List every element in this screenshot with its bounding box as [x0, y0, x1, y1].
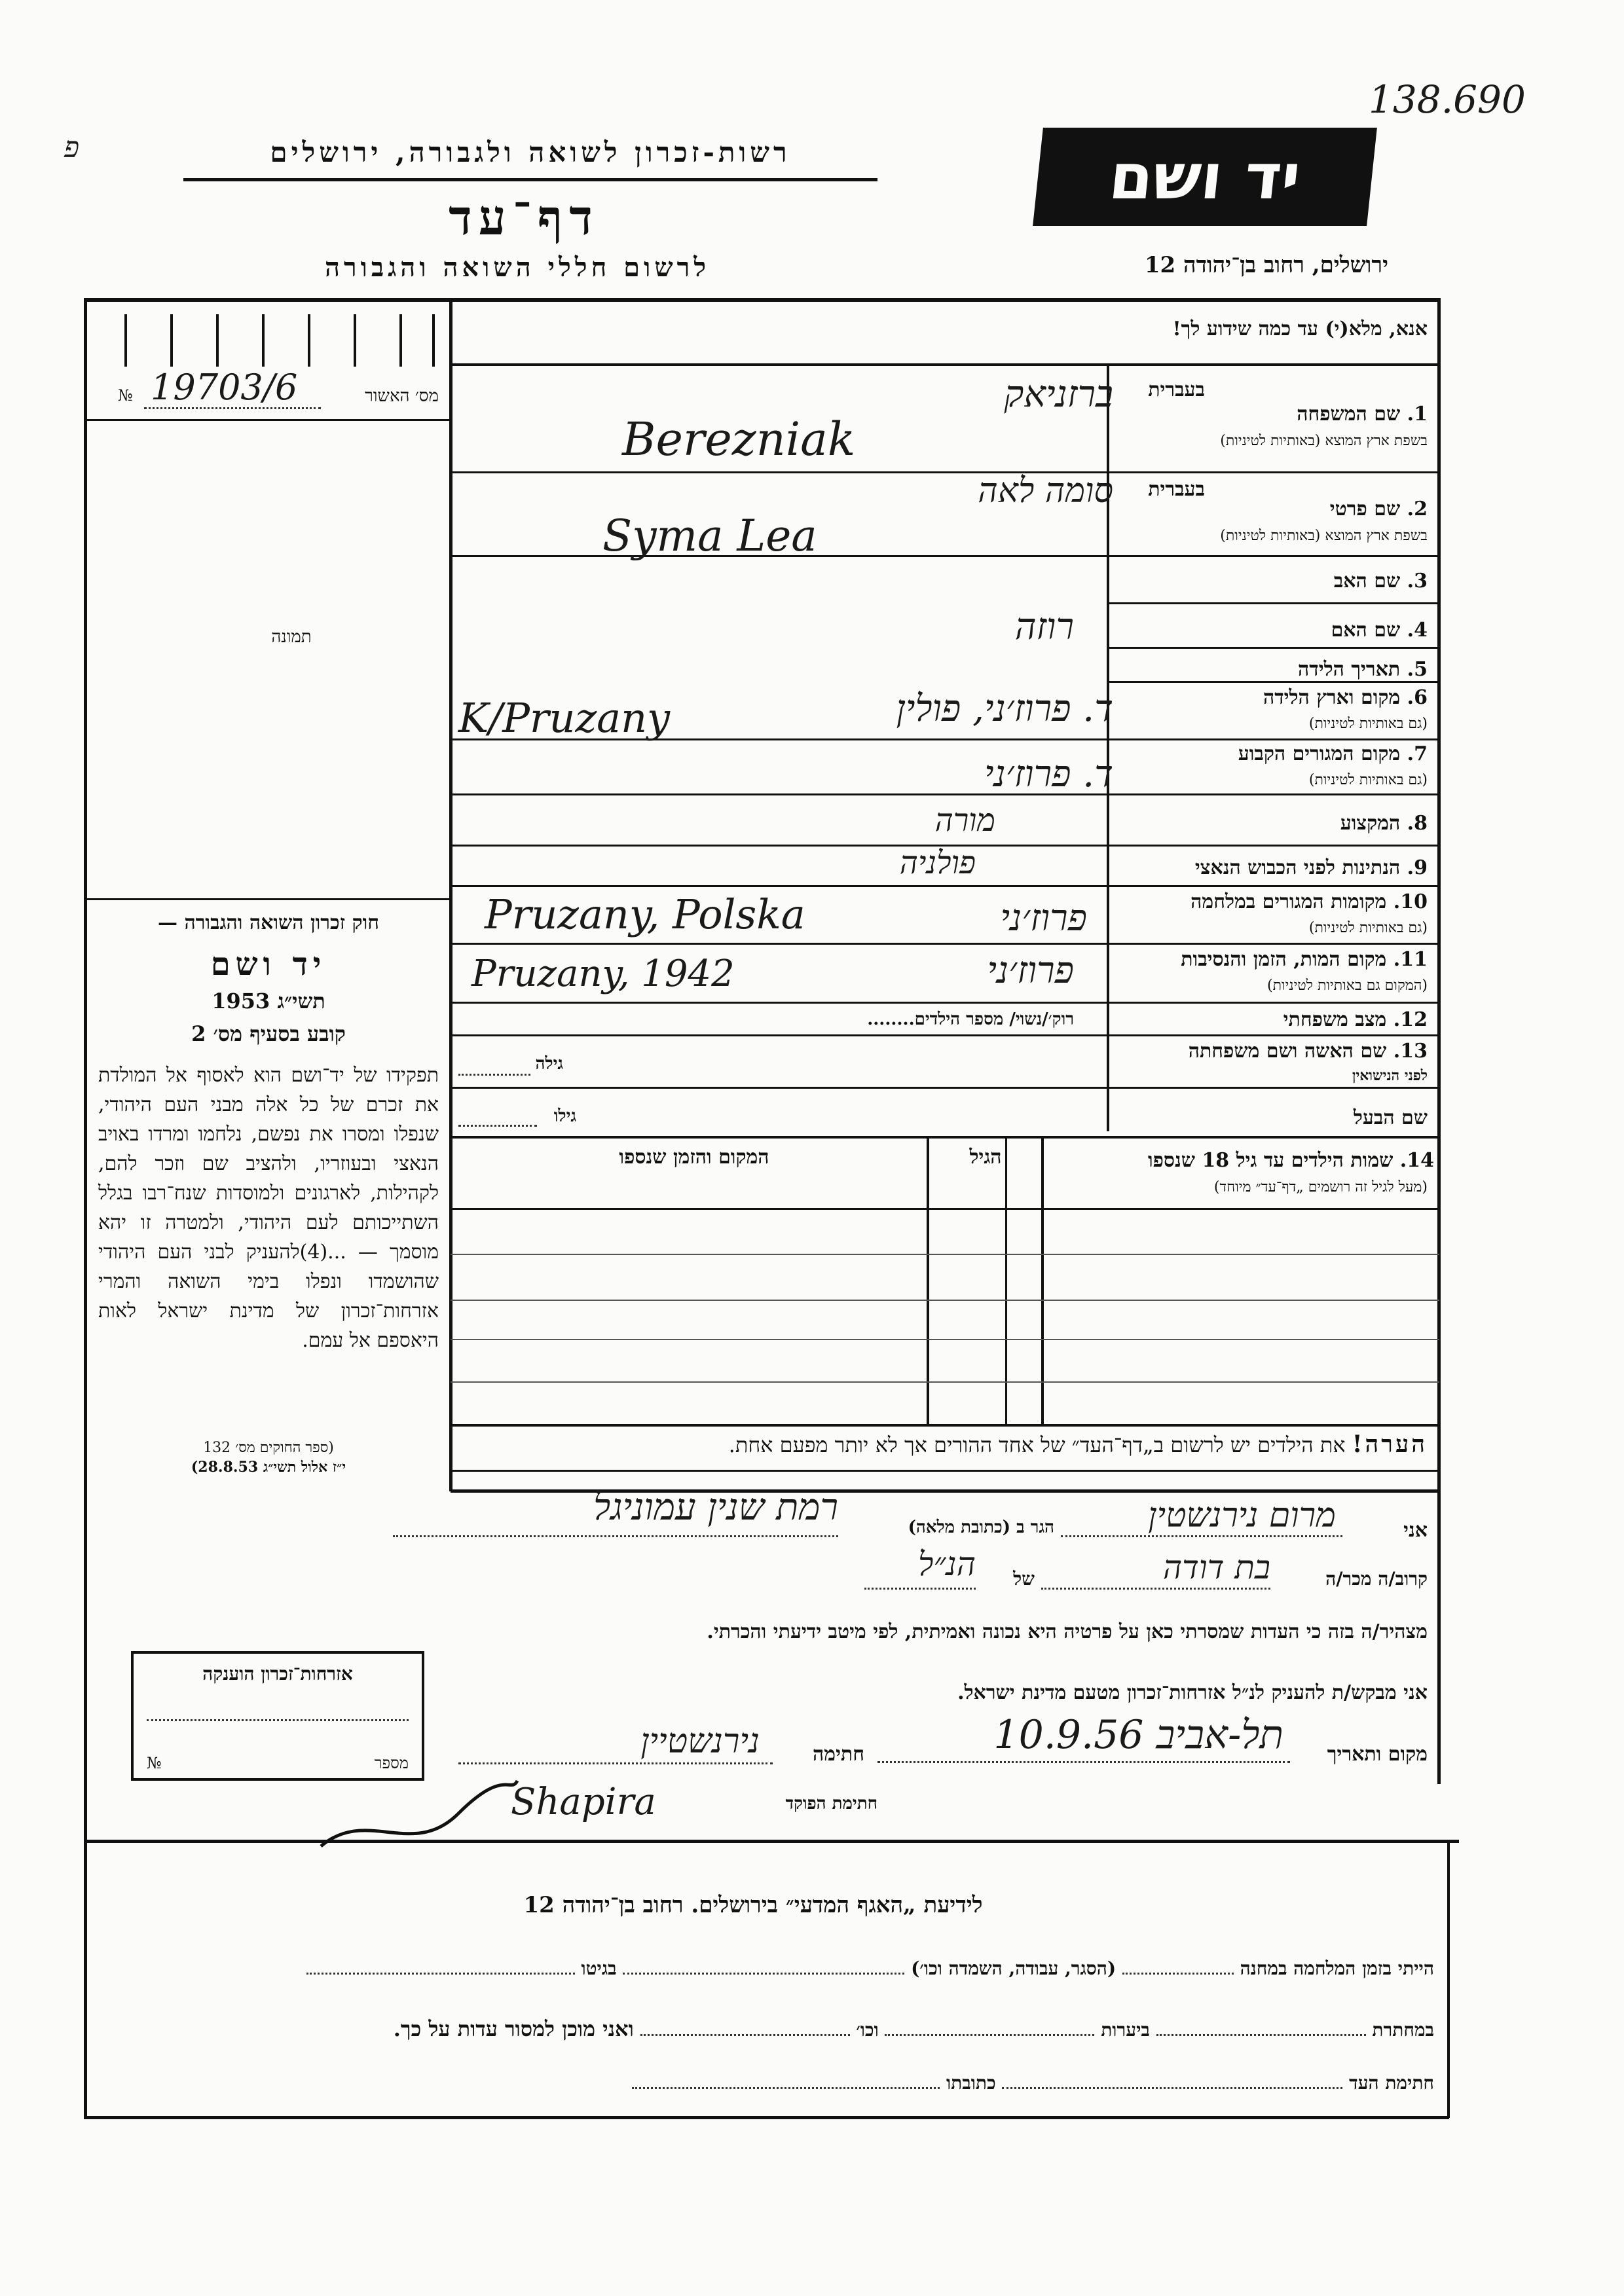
field-2-num: 2. — [1407, 498, 1428, 520]
field-12-label — [1218, 1008, 1428, 1031]
note — [458, 1430, 1428, 1458]
cert-no-value: 19703/6 — [151, 367, 298, 408]
field-5-name: תאריך הלידה — [1298, 658, 1401, 681]
field-10-name: מקומות המגורים במלחמה — [1190, 890, 1387, 913]
cert-no-symbol: № — [118, 386, 133, 405]
field-7-value: ד. פרוז׳ני — [984, 753, 1113, 795]
children-label — [1048, 1149, 1434, 1172]
field-11-sub: (המקום גם באותיות לטיניות) — [1267, 977, 1428, 994]
field-7-label — [1153, 742, 1428, 765]
field-4-name: שם האם — [1331, 619, 1401, 642]
children-num: 14. — [1399, 1149, 1434, 1172]
decl-place-date-value: תל-אביב 10.9.56 — [993, 1712, 1283, 1758]
field-1-value-lat: Berezniak — [622, 412, 856, 466]
field-2-label — [1218, 498, 1428, 520]
bottom-line-3 — [105, 2072, 1434, 2094]
field-1-lang: בעברית — [1148, 378, 1205, 401]
field-6-name: מקום וארץ הלידה — [1263, 686, 1401, 709]
field-husband-value: גילו — [553, 1106, 576, 1126]
field-11-value-lat: Pruzany, 1942 — [471, 953, 735, 995]
law-ref-1: (ספר החוקים מס׳ 132 — [203, 1440, 334, 1456]
note-title: הערה! — [1352, 1430, 1428, 1458]
logo-text: יד ושם — [1105, 140, 1304, 213]
field-4-value: רוזה — [1014, 606, 1074, 648]
law-title: חוק זכרון השואה והגבורה — — [158, 911, 379, 934]
decl-place-date-label: מקום ותאריך — [1327, 1743, 1428, 1766]
cert-no-label: מס׳ האשור — [365, 386, 439, 406]
field-1-num: 1. — [1407, 403, 1428, 426]
field-8-num: 8. — [1407, 812, 1428, 835]
field-2-lang: בעברית — [1148, 478, 1205, 501]
field-6-sub: (גם באותיות לטיניות) — [1308, 716, 1428, 732]
field-12-value: רוק׳/נשוי/ מספר הילדים........ — [867, 1010, 1074, 1029]
field-8-label — [1218, 812, 1428, 835]
bottom-line-1 — [105, 1958, 1434, 1980]
field-6-label — [1153, 686, 1428, 709]
form-subtitle: לרשום חללי השואה והגבורה — [324, 252, 710, 283]
field-11-num: 11. — [1393, 948, 1428, 971]
stamp-box — [131, 1651, 424, 1781]
stamp-box-number-label: מספר — [374, 1754, 409, 1772]
field-3-name: שם האב — [1333, 570, 1401, 592]
field-9-name: הנתינות לפני הכבוש הנאצי — [1194, 856, 1401, 879]
decl-ani: אני — [1403, 1519, 1428, 1542]
field-1-sub: בשפת ארץ המוצא (באותיות לטיניות) — [1220, 433, 1428, 449]
field-3-num: 3. — [1407, 570, 1428, 592]
law-text: תפקידו של יד־ושם הוא לאסוף אל המולדת את זכרם של כל אלה מבני העם היהודי, שנפלו ומסרו את נפשם, נלחמו ומרדו באויב הנאצי ובעוזריו, ולהציב שם וזכר להם, לקהילות, לארגונים ולמוסדות שנח־רבו בגלל השתייכותם לעם היהודי, ולמטרה זו יהא מוסמך — ...(4)להעניק לבני העם היהודי שהושמדו ונפלו בימי השואה והמרי אזרחות־זכרון של מדינת ישראל לאות היאספם אל עמם. — [98, 1064, 439, 1352]
bottom-title: לידיעת „האגף המדעי״ בירושלים. רחוב בן־יהודה 12 — [523, 1892, 983, 1918]
bottom-line-2 — [105, 2016, 1434, 2041]
instruction: אנא, מלא(י) עד כמה שידוע לך! — [1172, 318, 1428, 340]
field-12-num: 12. — [1393, 1008, 1428, 1031]
field-7-sub: (גם באותיות לטיניות) — [1308, 772, 1428, 788]
bottom-line2-c: וכו׳ — [856, 2019, 879, 2041]
stamp-box-number — [147, 1754, 409, 1773]
field-13-value: גילה — [535, 1054, 563, 1074]
field-7-name: מקום המגורים הקבוע — [1238, 742, 1401, 765]
law-clause: קובע בסעיף מס׳ 2 — [191, 1021, 346, 1046]
field-13-label — [1113, 1040, 1428, 1063]
field-7-num: 7. — [1407, 742, 1428, 765]
stamp-box-title: אזרחות־זכרון הוענקה — [202, 1663, 353, 1685]
decl-relation-value: בת דודה — [1162, 1548, 1270, 1586]
field-6-num: 6. — [1407, 686, 1428, 709]
field-10-sub: (גם באותיות לטיניות) — [1308, 920, 1428, 936]
children-col-place: המקום והזמן שנספו — [619, 1146, 769, 1169]
law-name: יד ושם — [210, 946, 327, 983]
bottom-line3-a: חתימת העד — [1349, 2072, 1434, 2094]
officer-signature-flourish — [314, 1768, 524, 1859]
field-6-value: ד. פרוז׳ני, פולין — [896, 687, 1113, 730]
field-13-num: 13. — [1393, 1040, 1428, 1063]
decl-signature-value: נירנשטיין — [640, 1722, 760, 1761]
field-11-label — [1113, 948, 1428, 971]
bottom-line3-b: כתובתו — [946, 2072, 996, 2094]
corner-mark: פ — [64, 131, 80, 164]
decl-of-label: של — [1013, 1568, 1035, 1590]
field-5-label — [1218, 658, 1428, 681]
field-9-num: 9. — [1407, 856, 1428, 879]
bottom-line1-b: (הסגר, עבודה, השמדה וכו׳) — [911, 1958, 1116, 1979]
bottom-line1-a: הייתי בזמן המלחמה במחנה — [1240, 1958, 1434, 1979]
yad-vashem-logo — [1033, 128, 1377, 226]
field-1-label — [1218, 403, 1428, 426]
authority-name: רשות-זכרון לשואה ולגבורה, ירושלים — [270, 136, 791, 168]
field-9-value: פולניה — [899, 845, 976, 881]
decl-officer-label: חתימת הפוקד — [785, 1794, 877, 1813]
archive-number: 138.690 — [1369, 77, 1526, 122]
field-4-num: 4. — [1407, 619, 1428, 642]
decl-certify: מצהיר/ה בזה כי העדות שמסרתי כאן על פרטיה היא נכונה ואמיתית, לפי מיטב ידיעתי והכרתי. — [707, 1620, 1428, 1643]
field-10-num: 10. — [1393, 890, 1428, 913]
children-col-age: הגיל — [969, 1146, 1002, 1169]
decl-officer-value: Shapira — [511, 1781, 656, 1823]
decl-of-value: הנ״ל — [918, 1545, 976, 1583]
children-name: שמות הילדים עד גיל 18 שנספו — [1147, 1149, 1393, 1172]
form-title: דף־עד — [449, 190, 599, 246]
field-1-value-he: ברזניאק — [1004, 373, 1113, 416]
photo-label: תמונה — [271, 627, 312, 647]
field-13-sub: לפני הנישואין — [1352, 1067, 1428, 1084]
decl-witness-name: מרום נירנשטין — [1148, 1496, 1336, 1535]
field-4-label — [1218, 619, 1428, 642]
field-10-value-lat: Pruzany, Polska — [485, 890, 805, 938]
field-11-name: מקום המות, הזמן והנסיבות — [1181, 948, 1387, 971]
bottom-line2-b: ביערות — [1101, 2019, 1150, 2041]
children-sub: (מעל לגיל זה רושמים „דף־עד״ מיוחד) — [1213, 1179, 1428, 1195]
field-5-num: 5. — [1407, 658, 1428, 681]
field-6-value-lat: K/Pruzany — [458, 694, 671, 742]
address: ירושלים, רחוב בן־יהודה 12 — [1144, 252, 1388, 278]
decl-address-value: רמת שנין עמוניגל — [593, 1486, 838, 1529]
field-2-name: שם פרטי — [1329, 498, 1401, 520]
field-8-name: המקצוע — [1340, 812, 1401, 835]
field-11-value: פרוז׳ני — [987, 949, 1074, 992]
field-2-value-lat: Syma Lea — [602, 511, 817, 561]
field-2-value-he: סומה לאה — [978, 471, 1113, 511]
field-8-value: מורה — [934, 802, 995, 839]
field-13-name: שם האשה ושם משפחתה — [1188, 1040, 1387, 1063]
field-9-label — [1113, 856, 1428, 879]
bottom-line1-c: בגיטו — [581, 1958, 617, 1979]
law-ref-2: י״ז אלול תשי״ג 28.8.53) — [191, 1459, 346, 1476]
field-12-name: מצב משפחתי — [1283, 1008, 1387, 1031]
stamp-box-number-symbol: № — [147, 1754, 162, 1772]
field-1-name: שם המשפחה — [1297, 403, 1401, 426]
field-10-label — [1113, 890, 1428, 913]
decl-relation-label: קרוב/ה מכר/ה — [1325, 1568, 1428, 1590]
decl-request: אני מבקש/ת להעניק לנ״ל אזרחות־זכרון מטעם מדינת ישראל. — [957, 1681, 1428, 1704]
note-text: את הילדים יש לרשום ב„דף־העד״ של אחד ההורים אך לא יותר מפעם אחת. — [728, 1432, 1346, 1457]
bottom-line2-a: במחתרת — [1372, 2019, 1434, 2041]
field-2-sub: בשפת ארץ המוצא (באותיות לטיניות) — [1220, 528, 1428, 544]
decl-signature-label: חתימה — [813, 1743, 864, 1766]
law-year: תשי״ג 1953 — [212, 989, 325, 1013]
field-3-label — [1218, 570, 1428, 592]
bottom-line2-d: ואני מוכן למסור עדות על כך. — [393, 2016, 634, 2041]
decl-resides-label: הגר ב (כתובת מלאה) — [908, 1518, 1054, 1537]
field-husband-label: שם הבעל — [1353, 1106, 1428, 1129]
field-10-value: פרוז׳ני — [1000, 897, 1087, 939]
